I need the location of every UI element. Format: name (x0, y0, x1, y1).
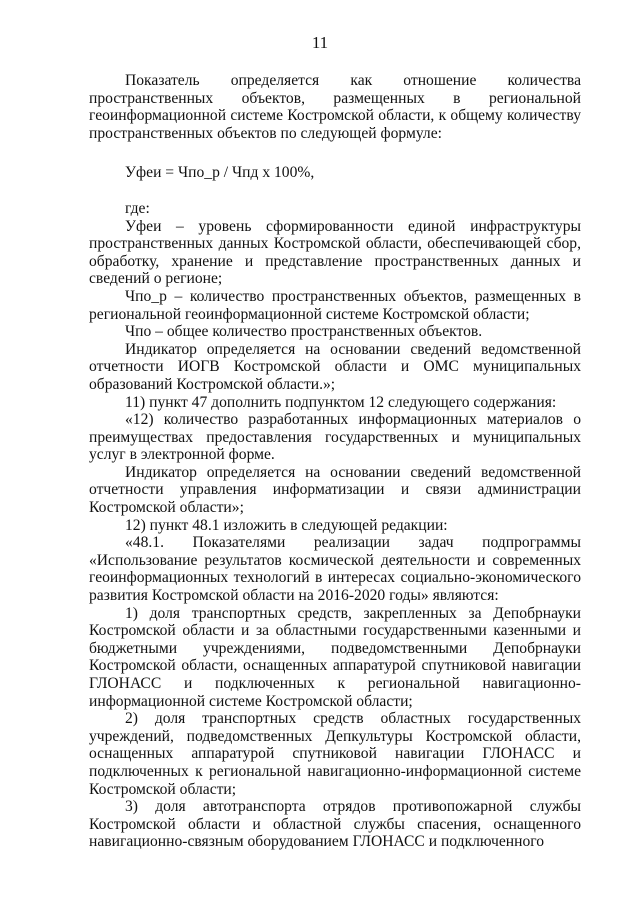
list-item-3: 3) доля автотранспорта отрядов противопожарной службы Костромской области и областной службы спасения, оснащенного навигационно-связным оборудованием ГЛОНАСС и подключенного (89, 798, 581, 851)
paragraph-indicator-source-2: Индикатор определяется на основании сведений ведомственной отчетности управления информатизации и связи администрации Костромской области»; (89, 463, 581, 517)
document-body (89, 72, 581, 851)
page-number: 11 (311, 33, 329, 52)
formula-where-label: где: (125, 199, 150, 217)
paragraph-item-11: 11) пункт 47 дополнить подпунктом 12 следующего содержания: (125, 393, 557, 411)
definition-ufei: Уфеи – уровень сформированности единой инфраструктуры пространственных данных Костромской области, обеспечивающей сбор, обработку, хранение и представление пространственных данных и сведений о регионе; (89, 217, 581, 288)
definition-chpo-r: Чпо_р – количество пространственных объектов, размещенных в региональной геоинформационной системе Костромской области; (89, 287, 581, 323)
list-item-2: 2) доля транспортных средств областных государственных учреждений, подведомственных Депкультуры Костромской области, оснащенных аппаратурой спутниковой навигации ГЛОНАСС и подключенных к региональной навигационно-информационной системе Костромской области; (89, 710, 581, 798)
definition-chpo: Чпо – общее количество пространственных объектов. (125, 323, 483, 341)
paragraph-subitem-12: «12) количество разработанных информационных материалов о преимуществах предоставления государственных и муниципальных услуг в электронной форме. (89, 411, 581, 464)
formula: Уфеи = Чпо_р / Чпд х 100%, (125, 164, 315, 182)
paragraph-indicator-definition: Показатель определяется как отношение количества пространственных объектов, размещенных в региональной геоинформационной системе Костромской области, к общему количеству пространственных объектов по следующей формуле: (89, 72, 581, 142)
paragraph-indicator-source: Индикатор определяется на основании сведений ведомственной отчетности ИОГВ Костромской области и ОМС муниципальных образований Костромской области.»; (89, 340, 581, 393)
list-item-1: 1) доля транспортных средств, закрепленных за Депобрнауки Костромской области и за областными государственными казенными и бюджетными учреждениями, подведомственными Депобрнауки Костромской области, оснащенных аппаратурой спутниковой навигации ГЛОНАСС и подключенных к региональной навигационно-информационной системе Костромской области; (89, 604, 581, 710)
paragraph-item-12: 12) пункт 48.1 изложить в следующей редакции: (125, 516, 448, 534)
paragraph-48-1: «48.1. Показателями реализации задач подпрограммы «Использование результатов космической деятельности и современных геоинформационных технологий в интересах социально-экономического развития Костромской области на 2016-2020 годы» являются: (89, 534, 581, 605)
